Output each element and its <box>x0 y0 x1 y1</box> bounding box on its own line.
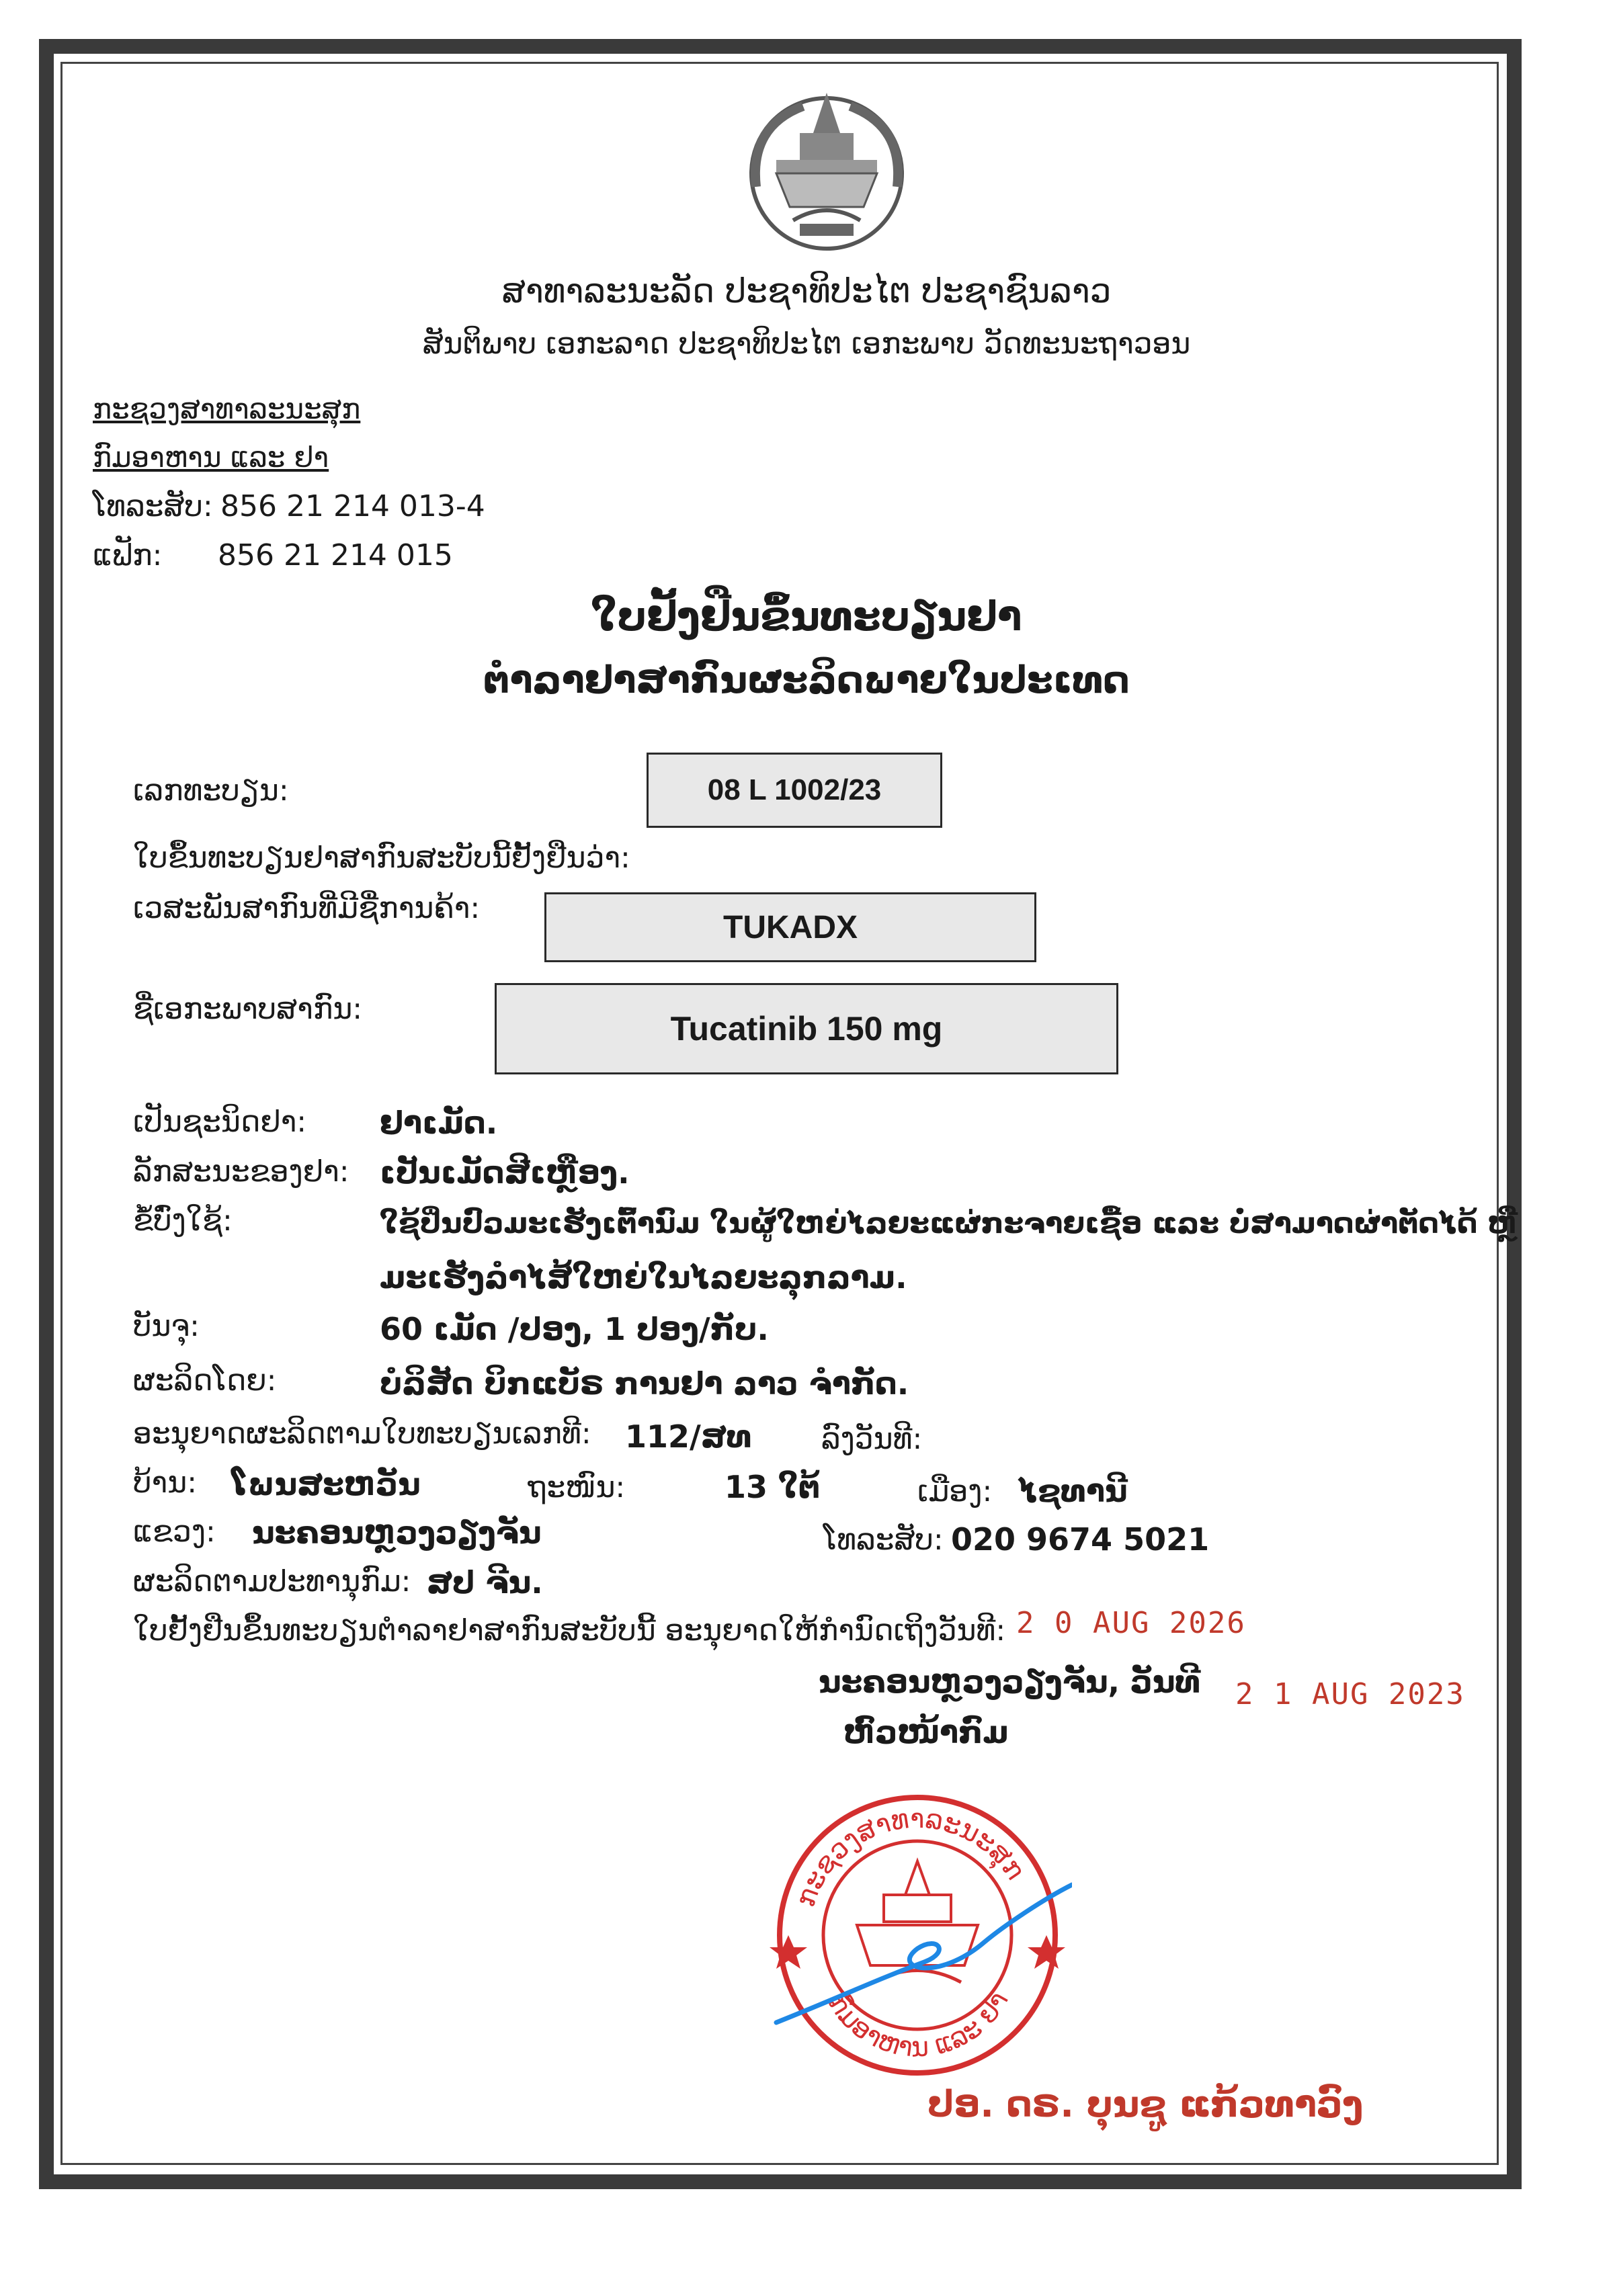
reg-no-box <box>647 753 942 828</box>
dosage-form-value: ຢາເມັດ. <box>380 1105 498 1141</box>
road-label: ຖະໜົນ: <box>528 1470 626 1504</box>
certify-text: ໃບຂຶ້ນທະບຽນຢາສາກົນສະບັບນີ້ຢັ້ງຢືນວ່າ: <box>133 841 630 875</box>
packing-value: 60 ເມັດ /ປອງ, 1 ປອງ/ກັບ. <box>380 1311 769 1347</box>
description-value: ເປັນເມັດສີເຫຼືອງ. <box>380 1154 630 1191</box>
license-label: ອະນຸຍາດຜະລິດຕາມໃບທະບຽນເລກທີ: <box>133 1416 591 1451</box>
seal-top-text: ກະຊວງສາທາລະນະສຸກ <box>790 1803 1032 1911</box>
validity-text: ໃບຢັ້ງຢືນຂຶ້ນທະບຽນຕຳລາຢາສາກົນສະບັບນີ້ ອະນຸຍາດໃຫ້ກຳນົດເຖິງວັນທີ: <box>133 1613 1006 1648</box>
generic-name-box <box>495 983 1118 1074</box>
district-label: ເມືອງ: <box>917 1474 993 1508</box>
description-label: ລັກສະນະຂອງຢາ: <box>133 1154 349 1189</box>
dosage-form-label: ເປັນຊະນິດຢາ: <box>133 1105 307 1139</box>
seal-bottom-text: ກົມອາຫານ ແລະ ຢາ <box>821 1986 1015 2064</box>
issue-date-stamp: 2 1 AUG 2023 <box>1235 1677 1465 1711</box>
indication-line-1: ໃຊ້ປິ່ນປົວມະເຮັງເຕົ້ານົມ ໃນຜູ້ໃຫຍ່ໄລຍະແຜ່ກະຈາຍເຊື້ອ ແລະ ບໍ່ສາມາດຜ່າຕັດໄດ້ ຫຼື <box>380 1207 1518 1240</box>
ministry-name: ກະຊວງສາທາລະນະສຸກ <box>93 392 361 425</box>
country-name: ສາທາລະນະລັດ ປະຊາທິປະໄຕ ປະຊາຊົນລາວ <box>501 271 1112 310</box>
generic-name-value: Tucatinib 150 mg <box>670 1010 943 1048</box>
place-date-label: ນະຄອນຫຼວງວຽງຈັນ, ວັນທີ <box>819 1664 1201 1700</box>
department-name: ກົມອາຫານ ແລະ ຢາ <box>93 441 329 474</box>
issuer-fax-label: ແຟັກ: <box>93 538 163 572</box>
origin-label: ຜະລິດຕາມປະທານຸກົມ: <box>133 1564 411 1599</box>
manufacturer-value: ບໍລິສັດ ບິກແບັຣ ການຢາ ລາວ ຈຳກັດ. <box>380 1365 909 1402</box>
trade-name-box <box>544 892 1036 962</box>
national-motto: ສັນຕິພາບ ເອກະລາດ ປະຊາທິປະໄຕ ເອກະພາບ ວັດທະນະຖາວອນ <box>422 327 1191 361</box>
village-value: ໂພນສະຫວັນ <box>232 1466 421 1502</box>
province-value: ນະຄອນຫຼວງວຽງຈັນ <box>252 1515 542 1551</box>
tel-value: 020 9674 5021 <box>951 1521 1210 1558</box>
signer-position: ຫົວໜ້າກົມ <box>843 1714 1009 1750</box>
official-seal <box>763 1781 1072 2090</box>
road-value: 13 ໃຕ້ <box>725 1469 821 1505</box>
reg-no-value: 08 L 1002/23 <box>707 773 882 806</box>
tel-label: ໂທລະສັບ: <box>823 1523 944 1557</box>
trade-name-label: ເວສະພັນສາກົນທີ່ມີຊື່ການຄ້າ: <box>133 891 481 925</box>
license-date-label: ລົງວັນທີ: <box>821 1422 923 1456</box>
signer-name: ປອ. ດຣ. ບຸນຊູ ແກ້ວທາວົງ <box>927 2083 1364 2125</box>
certificate-title: ໃບຢັ້ງຢືນຂຶ້ນທະບຽນຢາ <box>591 593 1022 640</box>
origin-value: ສປ ຈີນ. <box>427 1564 543 1601</box>
manufacturer-label: ຜະລິດໂດຍ: <box>133 1363 277 1398</box>
issuer-fax: 856 21 214 015 <box>218 538 453 572</box>
svg-text:ກົມອາຫານ ແລະ ຢາ <box>821 1986 1014 2063</box>
expiry-date-stamp: 2 0 AUG 2026 <box>1016 1606 1246 1640</box>
district-value: ໄຊທານີ <box>1018 1473 1128 1509</box>
reg-no-label: ເລກທະບຽນ: <box>133 773 289 808</box>
certificate-subtitle: ຕຳລາຢາສາກົນຜະລິດພາຍໃນປະເທດ <box>483 658 1130 702</box>
indication-label: ຂໍ້ບົ່ງໃຊ້: <box>133 1203 233 1238</box>
province-label: ແຂວງ: <box>133 1515 216 1549</box>
national-emblem <box>729 86 924 251</box>
packing-label: ບັນຈຸ: <box>133 1309 200 1343</box>
generic-name-label: ຊື່ເອກະພາບສາກົນ: <box>133 992 363 1026</box>
trade-name-value: TUKADX <box>723 909 858 945</box>
license-no-value: 112/ສທ <box>625 1418 752 1455</box>
issuer-phone: 856 21 214 013-4 <box>220 489 485 523</box>
issuer-phone-label: ໂທລະສັບ: <box>93 489 213 523</box>
indication-line-2: ມະເຮັງລຳໄສ້ໃຫຍ່ໃນໄລຍະລຸກລາມ. <box>380 1259 907 1295</box>
village-label: ບ້ານ: <box>133 1465 198 1500</box>
